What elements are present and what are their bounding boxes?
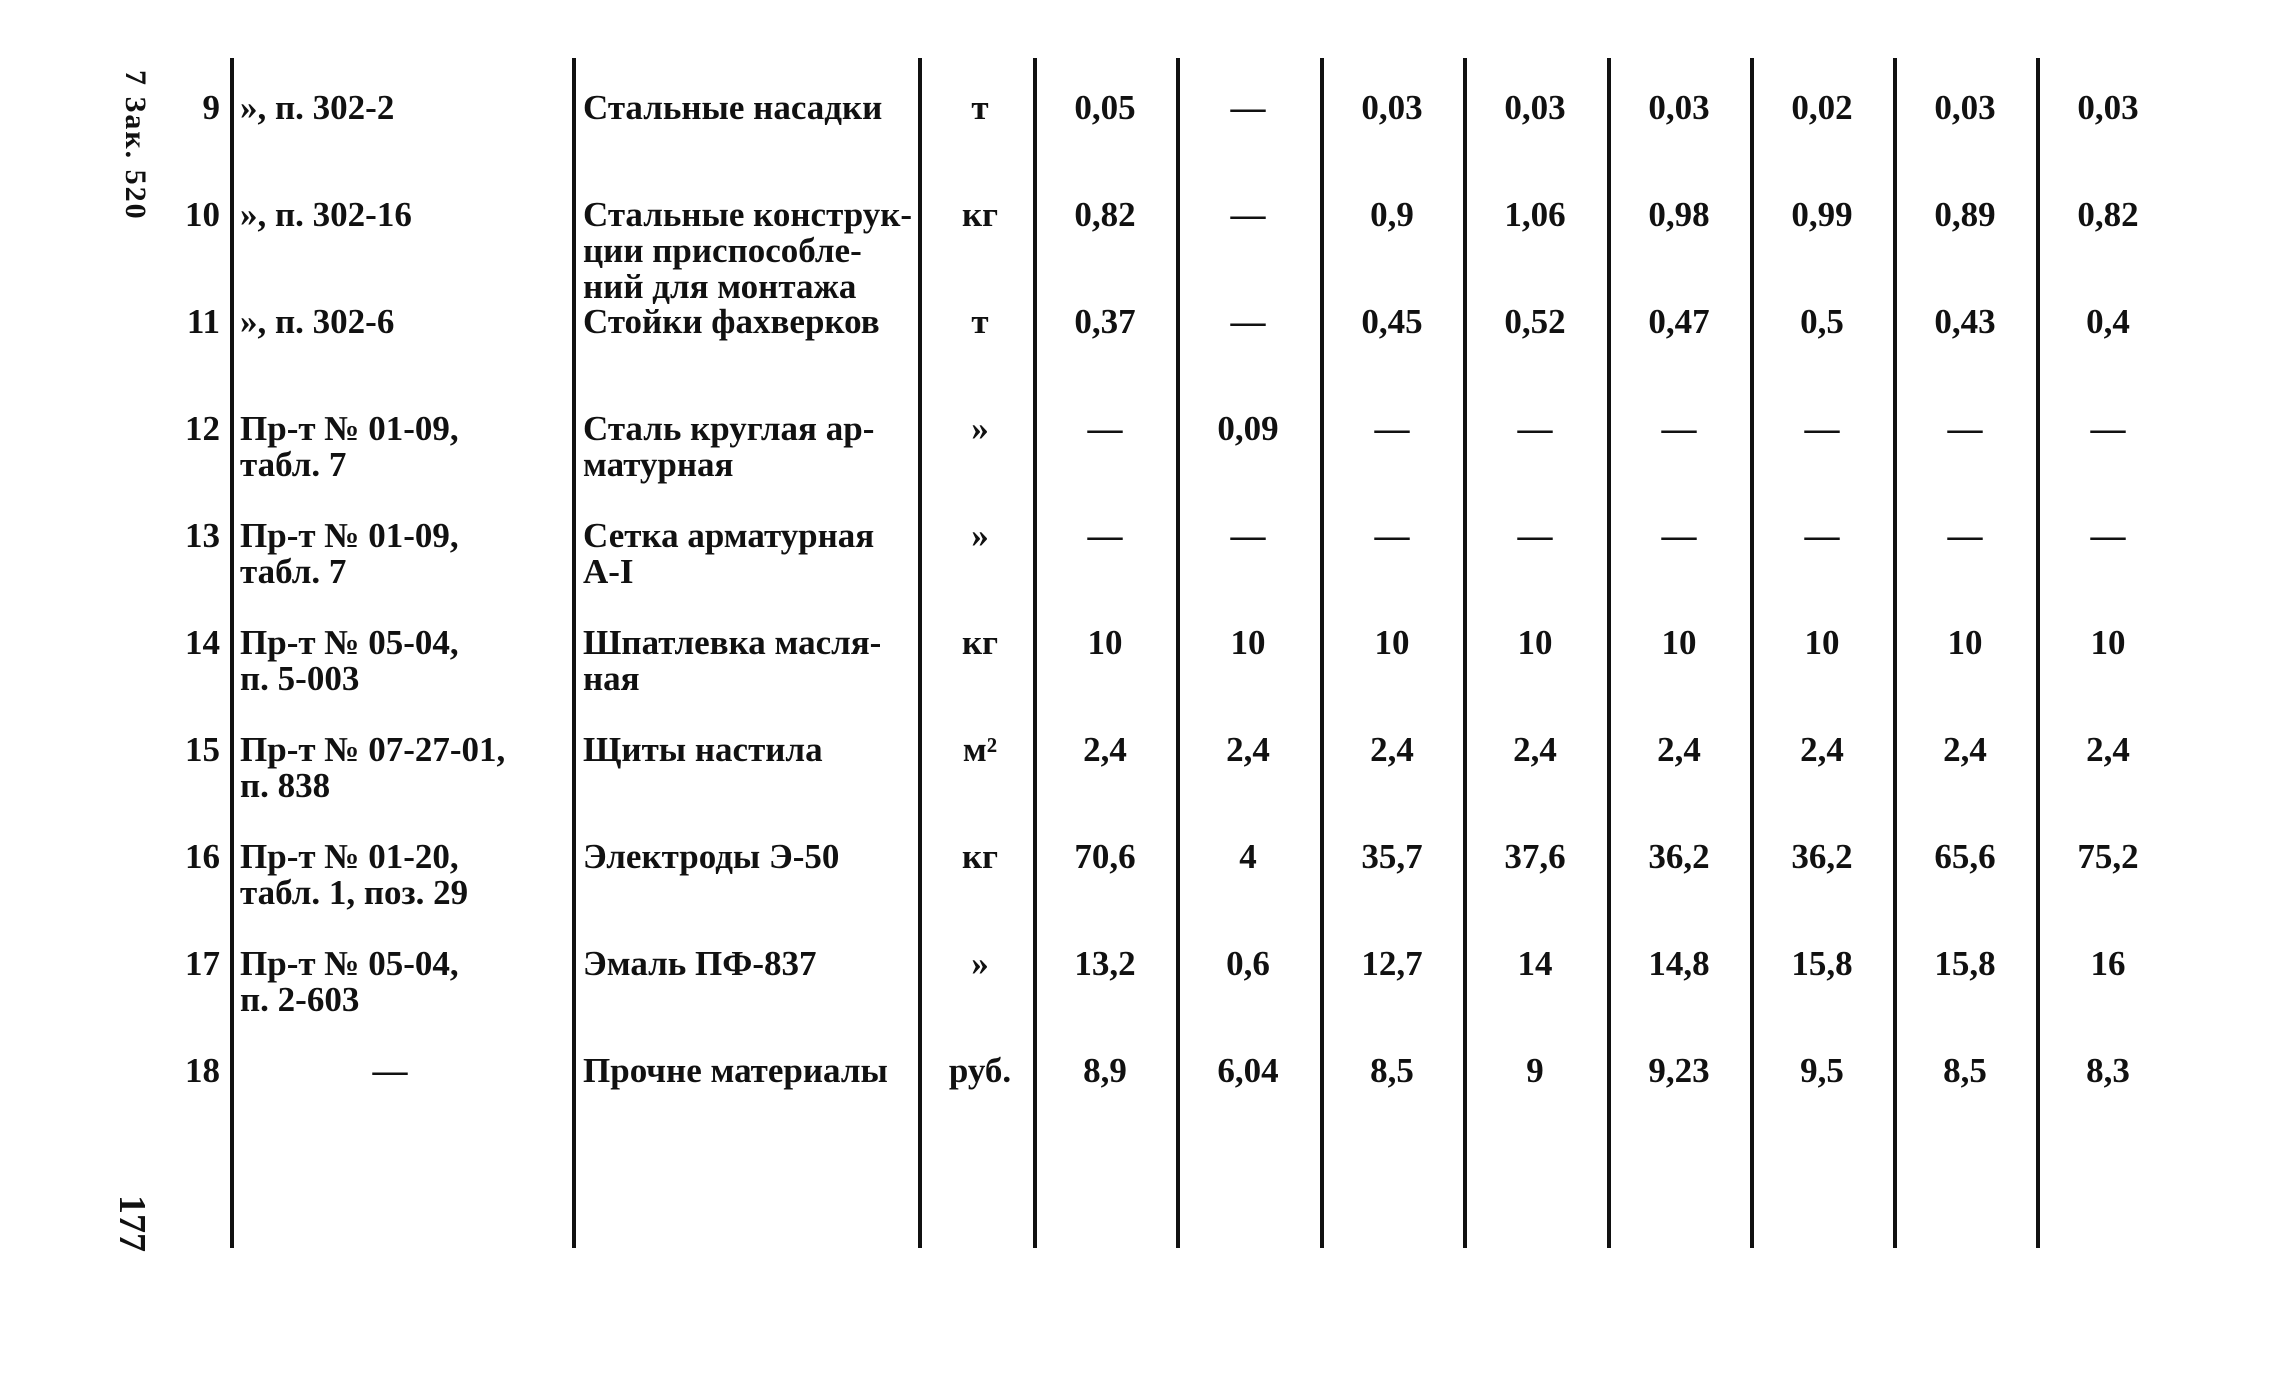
reference-line: п. 5-003: [240, 659, 360, 698]
value-cell: 70,6: [1074, 837, 1136, 876]
reference-cell: [240, 197, 570, 233]
material-name-line: ции приспособле-: [583, 231, 862, 270]
value-cell: 0,52: [1504, 302, 1566, 341]
value-cell: 8,5: [1370, 1051, 1414, 1090]
value-cell: 0,4: [2086, 302, 2130, 341]
value-cell: 6,04: [1217, 1051, 1279, 1090]
value-cell: 15,8: [1791, 944, 1853, 983]
table-row: [0, 411, 2283, 511]
material-name-cell: [583, 304, 913, 340]
value-cell: 36,2: [1791, 837, 1853, 876]
value-cell: 0,09: [1217, 409, 1279, 448]
row-number: 11: [186, 302, 220, 341]
value-cell: 8,5: [1943, 1051, 1987, 1090]
value-cell: 0,45: [1361, 302, 1423, 341]
unit-cell: кг: [961, 195, 999, 234]
reference-cell: [240, 304, 570, 340]
material-name-line: Электроды Э-50: [583, 837, 840, 876]
material-name-line: Стойки фахверков: [583, 302, 880, 341]
material-name-cell: [583, 411, 913, 483]
unit-cell: »: [971, 944, 989, 983]
row-number: 13: [185, 516, 220, 555]
unit-cell: »: [971, 409, 989, 448]
value-cell: 9,5: [1800, 1051, 1844, 1090]
reference-line: табл. 7: [240, 445, 347, 484]
value-cell: 2,4: [2086, 730, 2130, 769]
reference-line: Пр-т № 01-09,: [240, 409, 459, 448]
reference-cell: [240, 625, 570, 697]
value-cell: 2,4: [1943, 730, 1987, 769]
value-cell: 0,98: [1648, 195, 1710, 234]
value-cell: 0,43: [1934, 302, 1996, 341]
value-cell: —: [1947, 516, 1983, 555]
unit-cell: т: [971, 302, 989, 341]
reference-line: Пр-т № 05-04,: [240, 944, 459, 983]
material-name-line: Стальные насадки: [583, 88, 883, 127]
value-cell: 9: [1526, 1051, 1544, 1090]
material-name-cell: [583, 1053, 913, 1089]
value-cell: 14,8: [1648, 944, 1710, 983]
value-cell: 0,03: [1504, 88, 1566, 127]
value-cell: 2,4: [1370, 730, 1414, 769]
value-cell: 10: [1661, 623, 1697, 662]
reference-line: Пр-т № 01-09,: [240, 516, 459, 555]
value-cell: 0,82: [2077, 195, 2139, 234]
value-cell: 2,4: [1800, 730, 1844, 769]
material-name-line: А-I: [583, 552, 634, 591]
value-cell: 0,89: [1934, 195, 1996, 234]
value-cell: 0,03: [1361, 88, 1423, 127]
row-number: 14: [185, 623, 220, 662]
material-name-cell: [583, 197, 913, 305]
material-name-cell: [583, 625, 913, 697]
value-cell: 0,5: [1800, 302, 1844, 341]
value-cell: 35,7: [1361, 837, 1423, 876]
table-row: [0, 839, 2283, 939]
material-name-line: Шпатлевка масля-: [583, 623, 882, 662]
row-number: 12: [185, 409, 220, 448]
table-row: [0, 304, 2283, 404]
value-cell: 36,2: [1648, 837, 1710, 876]
table-row: [0, 625, 2283, 725]
value-cell: 0,99: [1791, 195, 1853, 234]
unit-cell: руб.: [948, 1051, 1012, 1090]
value-cell: 2,4: [1657, 730, 1701, 769]
value-cell: 4: [1239, 837, 1257, 876]
material-name-cell: [583, 732, 913, 768]
reference-cell: [240, 732, 570, 804]
value-cell: 0,37: [1074, 302, 1136, 341]
value-cell: 0,05: [1074, 88, 1136, 127]
material-name-line: ний для монтажа: [583, 267, 857, 306]
value-cell: —: [1517, 516, 1553, 555]
table-row: [0, 90, 2283, 190]
reference-line: Пр-т № 07-27-01,: [240, 730, 506, 769]
value-cell: 10: [2090, 623, 2126, 662]
material-name-line: Сталь круглая ар-: [583, 409, 875, 448]
margin-note: 7 Зак. 520: [119, 70, 152, 221]
table-row: [0, 518, 2283, 618]
table-row: [0, 1053, 2283, 1153]
reference-line: », п. 302-6: [240, 302, 395, 341]
unit-cell: т: [971, 88, 989, 127]
page-number: 177: [111, 1195, 153, 1252]
value-cell: 10: [1517, 623, 1553, 662]
reference-line: —: [372, 1051, 408, 1090]
value-cell: —: [1661, 409, 1697, 448]
reference-line: Пр-т № 05-04,: [240, 623, 459, 662]
value-cell: 0,03: [1934, 88, 1996, 127]
reference-cell: [240, 946, 570, 1018]
reference-line: табл. 1, поз. 29: [240, 873, 469, 912]
reference-line: п. 838: [240, 766, 331, 805]
material-name-cell: [583, 90, 913, 126]
row-number: 9: [202, 88, 220, 127]
reference-cell: [240, 90, 570, 126]
value-cell: 0,6: [1226, 944, 1270, 983]
row-number: 10: [185, 195, 220, 234]
table-row: [0, 195, 2283, 306]
material-name-cell: [583, 839, 913, 875]
material-name-cell: [583, 518, 913, 590]
value-cell: —: [1374, 409, 1410, 448]
unit-cell: м²: [962, 730, 998, 769]
material-name-line: Щиты настила: [583, 730, 823, 769]
reference-cell: [240, 1053, 540, 1089]
value-cell: —: [1804, 409, 1840, 448]
value-cell: —: [1947, 409, 1983, 448]
value-cell: —: [1230, 88, 1266, 127]
value-cell: —: [1087, 516, 1123, 555]
value-cell: —: [1230, 516, 1266, 555]
value-cell: 0,03: [1648, 88, 1710, 127]
reference-cell: [240, 411, 570, 483]
unit-cell: »: [971, 516, 989, 555]
value-cell: 2,4: [1513, 730, 1557, 769]
value-cell: —: [1804, 516, 1840, 555]
table-row: [0, 732, 2283, 832]
value-cell: —: [2090, 409, 2126, 448]
value-cell: 0,02: [1791, 88, 1853, 127]
reference-line: табл. 7: [240, 552, 347, 591]
value-cell: 12,7: [1361, 944, 1423, 983]
material-name-line: ная: [583, 659, 640, 698]
value-cell: —: [2090, 516, 2126, 555]
value-cell: —: [1661, 516, 1697, 555]
value-cell: 75,2: [2077, 837, 2139, 876]
value-cell: 10: [1230, 623, 1266, 662]
unit-cell: кг: [961, 837, 999, 876]
material-name-line: матурная: [583, 445, 734, 484]
value-cell: —: [1374, 516, 1410, 555]
row-number: 18: [185, 1051, 220, 1090]
value-cell: 1,06: [1504, 195, 1566, 234]
material-name-line: Эмаль ПФ-837: [583, 944, 817, 983]
value-cell: 8,3: [2086, 1051, 2130, 1090]
value-cell: 16: [2090, 944, 2126, 983]
value-cell: —: [1230, 302, 1266, 341]
value-cell: 10: [1804, 623, 1840, 662]
value-cell: 0,03: [2077, 88, 2139, 127]
value-cell: 10: [1947, 623, 1983, 662]
material-name-line: Стальные конструк-: [583, 195, 913, 234]
row-number: 16: [185, 837, 220, 876]
material-name-line: Прочне материалы: [583, 1051, 888, 1090]
value-cell: 0,9: [1370, 195, 1414, 234]
value-cell: 37,6: [1504, 837, 1566, 876]
value-cell: 9,23: [1648, 1051, 1710, 1090]
table-row: [0, 946, 2283, 1046]
value-cell: 13,2: [1074, 944, 1136, 983]
value-cell: —: [1230, 195, 1266, 234]
value-cell: 8,9: [1083, 1051, 1127, 1090]
material-name-line: Сетка арматурная: [583, 516, 875, 555]
value-cell: 0,82: [1074, 195, 1136, 234]
reference-line: Пр-т № 01-20,: [240, 837, 459, 876]
value-cell: 10: [1374, 623, 1410, 662]
value-cell: 2,4: [1226, 730, 1270, 769]
reference-line: », п. 302-16: [240, 195, 412, 234]
material-name-cell: [583, 946, 913, 982]
reference-line: », п. 302-2: [240, 88, 395, 127]
unit-cell: кг: [961, 623, 999, 662]
reference-cell: [240, 518, 570, 590]
reference-cell: [240, 839, 570, 911]
value-cell: 65,6: [1934, 837, 1996, 876]
value-cell: 10: [1087, 623, 1123, 662]
value-cell: —: [1517, 409, 1553, 448]
value-cell: 2,4: [1083, 730, 1127, 769]
value-cell: —: [1087, 409, 1123, 448]
value-cell: 0,47: [1648, 302, 1710, 341]
row-number: 15: [185, 730, 220, 769]
value-cell: 15,8: [1934, 944, 1996, 983]
reference-line: п. 2-603: [240, 980, 360, 1019]
row-number: 17: [185, 944, 220, 983]
value-cell: 14: [1517, 944, 1553, 983]
